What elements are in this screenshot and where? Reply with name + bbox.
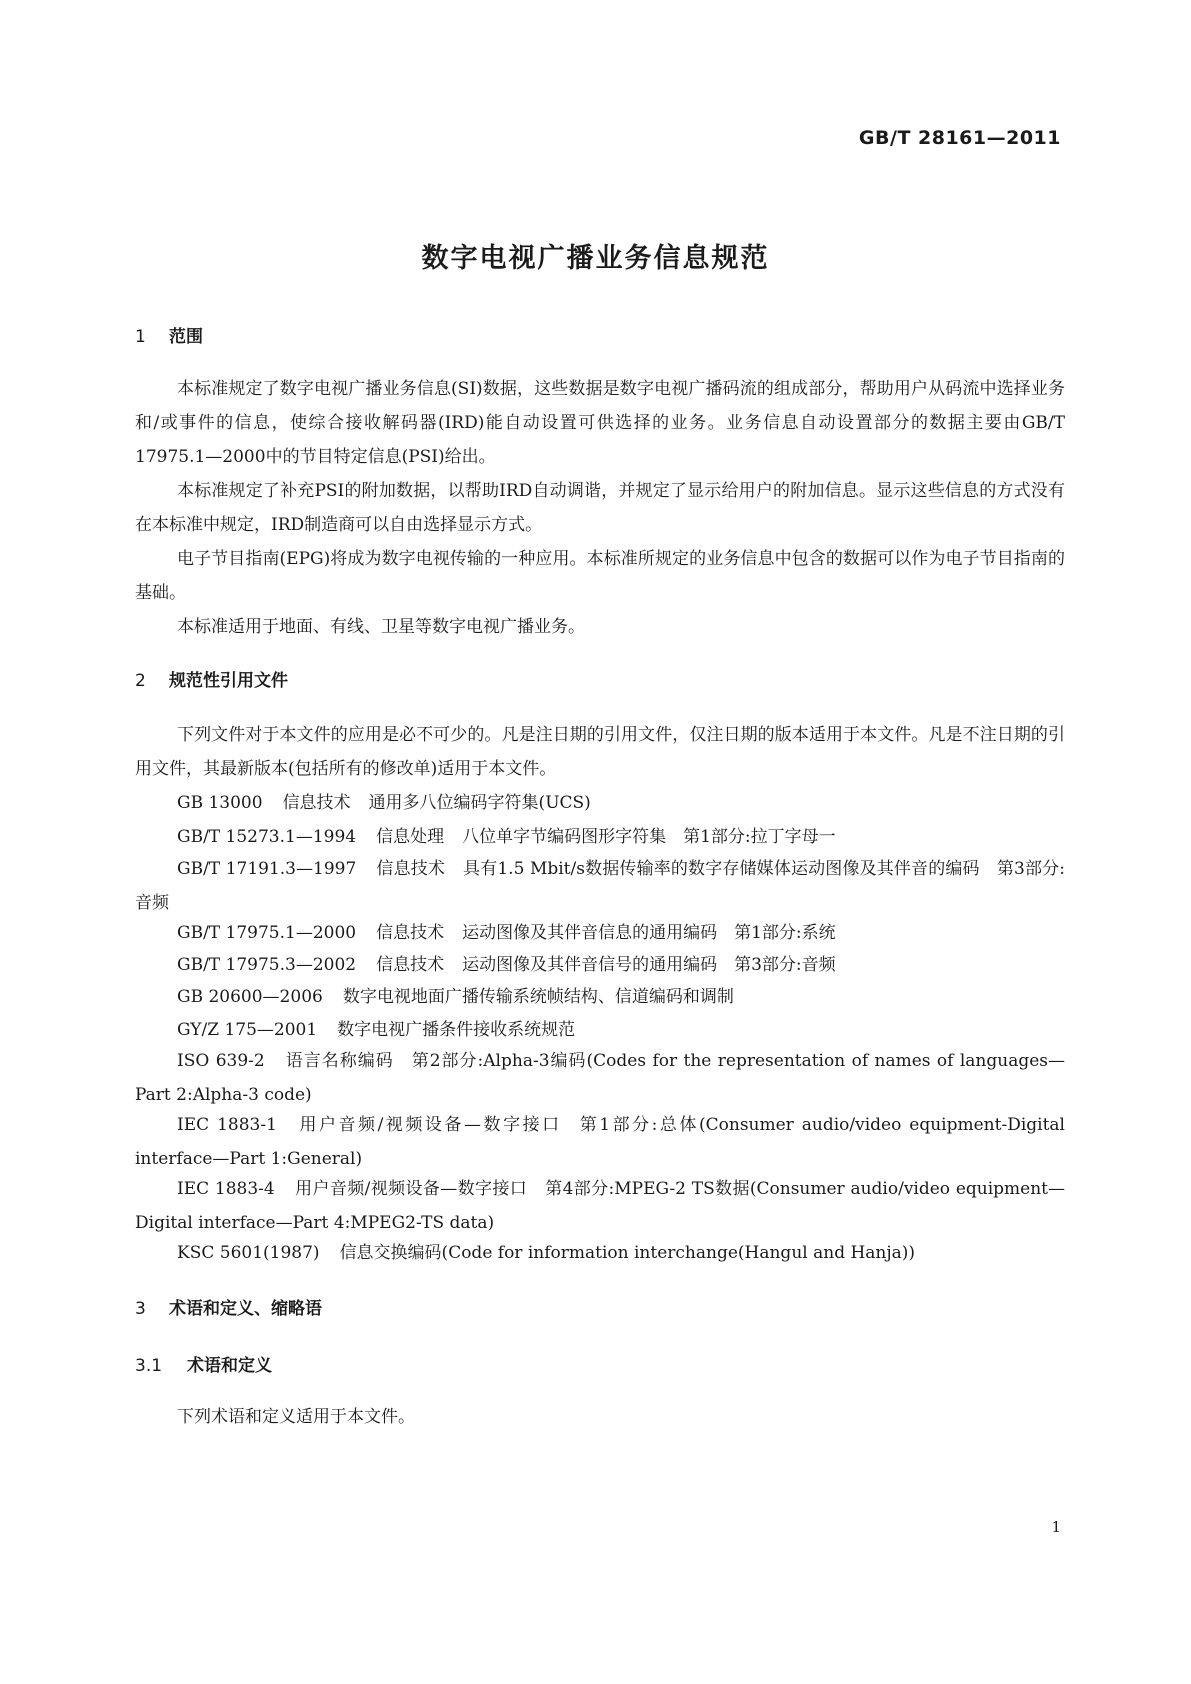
reference-code: IEC 1883-4 [177,1179,275,1199]
reference-item [135,916,1065,950]
reference-code: ISO 639-2 [177,1051,265,1071]
reference-code: GB/T 17975.3—2002 [177,955,357,975]
reference-code: KSC 5601(1987) [177,1243,320,1263]
reference-code: GB 20600—2006 [177,987,323,1007]
section-number: 2 [135,671,146,691]
reference-item [135,852,1065,920]
section-2-heading [135,666,288,691]
reference-text: 第1部分:总体(Consumer audio/video equipment-Digital interface—Part 1:General) [135,1115,1065,1169]
reference-item [135,1172,1065,1240]
reference-text: 第4部分:MPEG-2 TS数据(Consumer audio/video equipment—Digital interface—Part 4:MPEG2-TS data) [135,1179,1065,1233]
page-number: 1 [1051,1518,1061,1536]
reference-item [135,1044,1065,1112]
reference-title: 信息技术 [376,859,446,879]
paragraph: 本标准规定了补充PSI的附加数据，以帮助IRD自动调谐，并规定了显示给用户的附加信息。显示这些信息的方式没有在本标准中规定，IRD制造商可以自由选择显示方式。 [135,481,1065,535]
section-number: 3 [135,1299,146,1319]
reference-code: IEC 1883-1 [177,1115,277,1135]
reference-title: 信息技术 [376,955,445,975]
reference-item [135,948,1065,982]
section-3-1-heading [135,1351,272,1376]
reference-code: GB/T 17975.1—2000 [177,923,357,943]
reference-text: 运动图像及其伴音信息的通用编码 第1部分:系统 [462,923,836,943]
reference-code: GB/T 17191.3—1997 [177,859,357,879]
section-title: 术语和定义 [187,1356,272,1376]
reference-text: 信息交换编码(Code for information interchange(Hangul and Hanja)) [339,1243,916,1263]
reference-title: 用户音频/视频设备—数字接口 [294,1179,528,1199]
section-title: 范围 [169,327,203,347]
reference-item [135,786,1065,820]
reference-title: 信息处理 [376,827,445,847]
paragraph: 下列术语和定义适用于本文件。 [177,1407,415,1427]
reference-title: 信息技术 [376,923,445,943]
document-title: 数字电视广播业务信息规范 [421,243,770,274]
section-1-heading [135,322,203,347]
standard-number: GB/T 28161—2011 [858,127,1061,149]
reference-text: 数字电视广播条件接收系统规范 [337,1020,576,1040]
reference-text: 数字电视地面广播传输系统帧结构、信道编码和调制 [342,987,734,1007]
reference-item [135,980,1065,1014]
reference-text: 具有1.5 Mbit/s数据传输率的数字存储媒体运动图像及其伴音的编码 第3部分:音频 [135,859,1065,913]
paragraph: 电子节目指南(EPG)将成为数字电视传输的一种应用。本标准所规定的业务信息中包含的数据可以作为电子节目指南的基础。 [135,549,1065,603]
paragraph: 本标准规定了数字电视广播业务信息(SI)数据，这些数据是数字电视广播码流的组成部分，帮助用户从码流中选择业务和/或事件的信息，使综合接收解码器(IRD)能自动设置可供选择的业务。业务信息自动设置部分的数据主要由GB/T 17975.1—2000中的节目特定信息(PSI)给出。 [135,379,1065,467]
reference-text: 运动图像及其伴音信号的通用编码 第3部分:音频 [462,955,836,975]
reference-item [135,820,1065,854]
paragraph: 本标准适用于地面、有线、卫星等数字电视广播业务。 [177,617,585,637]
reference-title: 信息技术 [282,793,351,813]
section-title: 术语和定义、缩略语 [169,1299,322,1319]
reference-text: 通用多八位编码字符集(UCS) [368,793,591,813]
reference-code: GY/Z 175—2001 [177,1020,318,1040]
section-3-heading [135,1294,322,1319]
reference-item [135,1108,1065,1176]
reference-code: GB 13000 [177,793,263,813]
reference-item [135,1013,1065,1047]
reference-item [135,1236,1065,1270]
reference-title: 语言名称编码 [284,1051,394,1071]
section-number: 1 [135,327,146,347]
reference-title: 用户音频/视频设备—数字接口 [296,1115,562,1135]
section-number: 3.1 [135,1356,163,1376]
reference-code: GB/T 15273.1—1994 [177,827,357,847]
reference-text: 八位单字节编码图形字符集 第1部分:拉丁字母一 [462,827,836,847]
section-title: 规范性引用文件 [169,671,288,691]
reference-text: 第2部分:Alpha-3编码(Codes for the representation of names of languages—Part 2:Alpha-3 code) [135,1051,1065,1105]
paragraph: 下列文件对于本文件的应用是必不可少的。凡是注日期的引用文件，仅注日期的版本适用于本文件。凡是不注日期的引用文件，其最新版本(包括所有的修改单)适用于本文件。 [135,725,1065,779]
